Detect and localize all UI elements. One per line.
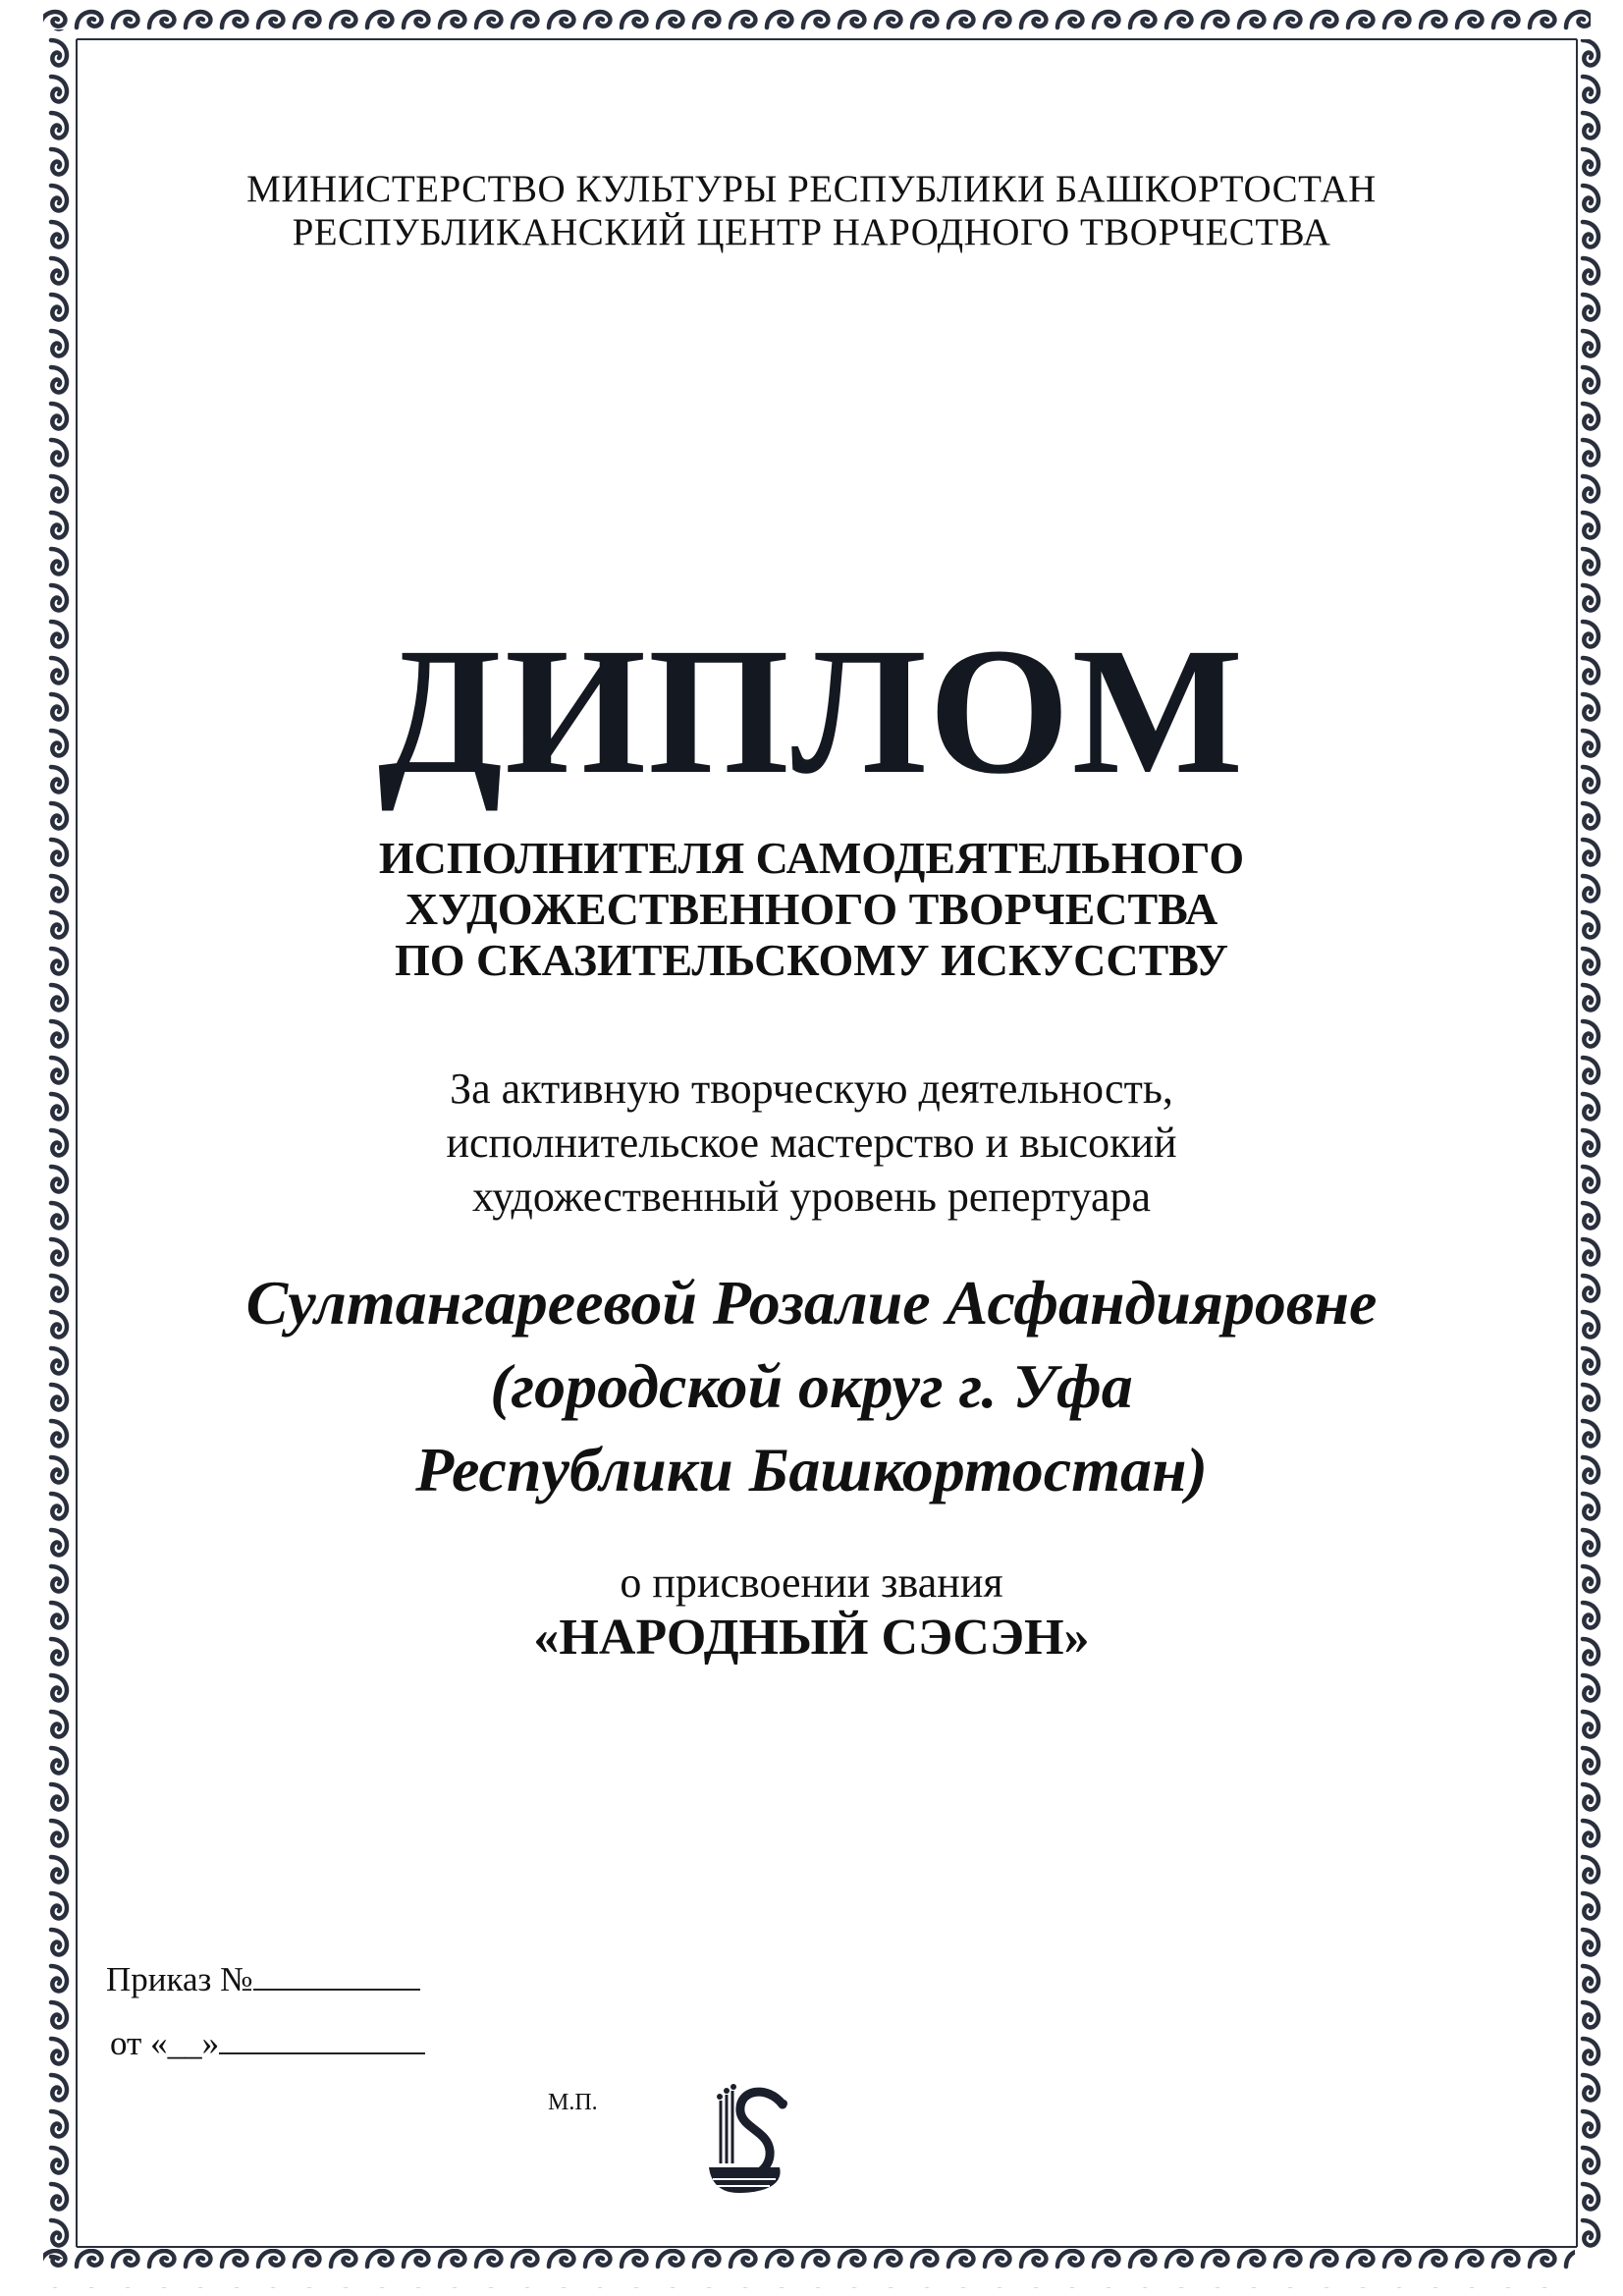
reason-line: исполнительское мастерство и высокий [446,1119,1177,1167]
order-date-label: от «__» [110,2024,220,2062]
order-number-blank [253,1959,420,1991]
award-title: «НАРОДНЫЙ СЭСЭН» [533,1610,1090,1666]
recipient-location: (городской округ г. Уфа [490,1351,1133,1421]
order-number-field [106,1959,420,1999]
order-date-field [110,2023,425,2063]
reason-line: художественный уровень репертуара [471,1173,1152,1221]
ministry-name: МИНИСТЕРСТВО КУЛЬТУРЫ РЕСПУБЛИКИ БАШКОРТОСТАН [246,168,1377,210]
center-name: РЕСПУБЛИКАНСКИЙ ЦЕНТР НАРОДНОГО ТВОРЧЕСТВА [292,211,1331,253]
order-date-blank [219,2023,425,2054]
stamp-place: М.П. [548,2090,598,2115]
reason-line: За активную творческую деятельность, [450,1065,1173,1113]
subtitle-line: ПО СКАЗИТЕЛЬСКОМУ ИСКУССТВУ [395,935,1228,985]
order-number-label: Приказ № [106,1960,253,1998]
recipient-region: Республики Башкортостан) [415,1435,1208,1504]
swan-lyre-logo [699,2077,807,2200]
award-intro: о присвоении звания [620,1558,1003,1607]
subtitle-line: ИСПОЛНИТЕЛЯ САМОДЕЯТЕЛЬНОГО [378,833,1245,883]
diploma-title: ДИПЛОМ [377,611,1246,812]
subtitle-line: ХУДОЖЕСТВЕННОГО ТВОРЧЕСТВА [405,884,1218,934]
recipient-name: Султангареевой Розалие Асфандияровне [245,1268,1378,1338]
